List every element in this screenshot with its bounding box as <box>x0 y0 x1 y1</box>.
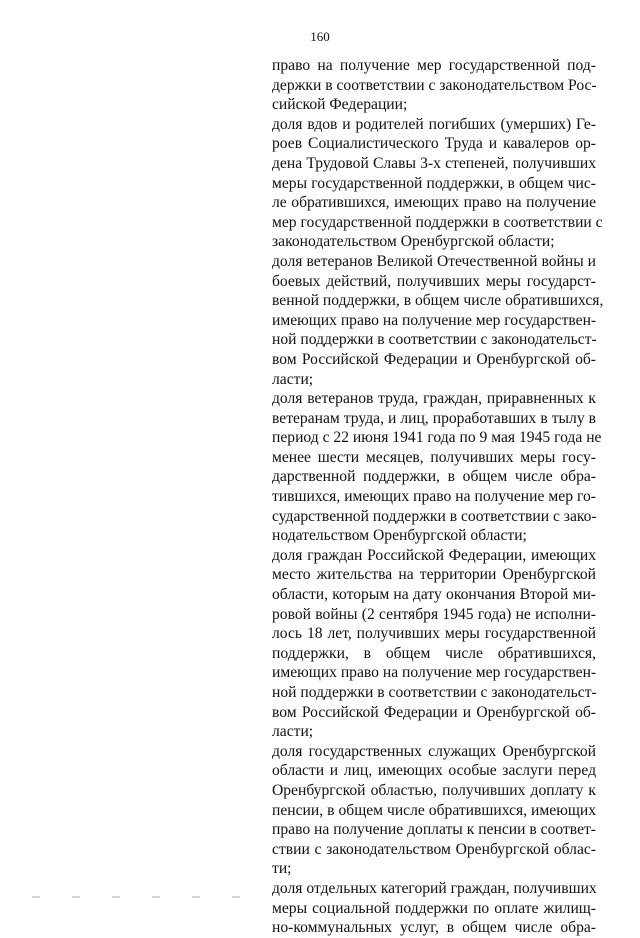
paragraph <box>272 115 603 252</box>
text-line: доля отдельных категорий граждан, получивших <box>272 879 597 897</box>
text-line: ласти; <box>272 723 314 741</box>
text-line: поддержки, в общем числе обратившихся, <box>272 644 596 662</box>
text-line: ле обратившихся, имеющих право на получение <box>272 194 596 212</box>
text-line: ровой войны (2 сентября 1945 года) не исполни- <box>272 605 596 623</box>
text-line: венной поддержки, в общем числе обратившихся, <box>272 292 604 310</box>
text-line: место жительства на территории Оренбургской <box>272 566 596 584</box>
text-line: доля ветеранов труда, граждан, приравненных к <box>272 390 596 408</box>
text-line: нодательством Оренбургской области; <box>272 527 527 545</box>
paragraph <box>272 56 596 115</box>
text-line: право на получение доплаты к пенсии в соответ- <box>272 821 596 839</box>
text-line: боевых действий, получивших меры государст- <box>272 272 596 290</box>
text-line: меры социальной поддержки по оплате жилищ- <box>272 899 596 917</box>
scan-artifact <box>32 896 252 898</box>
text-line: вом Российской Федерации и Оренбургской об- <box>272 350 596 368</box>
text-line: имеющих право на получение мер государствен- <box>272 311 597 329</box>
text-line: ветеранам труда, и лиц, проработавших в тылу в <box>272 409 596 427</box>
text-line: дарственной поддержки, в общем числе обра- <box>272 468 596 486</box>
text-line: ласти; <box>272 370 314 388</box>
paragraph <box>272 742 596 879</box>
text-line: пенсии, в общем числе обратившихся, имеющих <box>272 801 596 819</box>
paragraph <box>272 546 596 742</box>
text-line: мер государственной поддержки в соответствии с <box>272 213 603 231</box>
text-line: сударственной поддержки в соответствии с зако- <box>272 507 597 525</box>
text-line: лось 18 лет, получивших меры государственной <box>272 625 596 643</box>
text-line: ной поддержки в соответствии с законодательст- <box>272 331 597 349</box>
text-line: имеющих право на получение мер государствен- <box>272 664 597 682</box>
page-number: 160 <box>310 29 330 44</box>
text-line: вом Российской Федерации и Оренбургской об- <box>272 703 596 721</box>
text-line: ти; <box>272 860 292 878</box>
text-line: доля государственных служащих Оренбургской <box>272 742 596 760</box>
text-line: Оренбургской областью, получивших доплату к <box>272 781 596 799</box>
text-line: законодательством Оренбургской области; <box>272 233 555 251</box>
text-line: право на получение мер государственной под- <box>272 57 596 74</box>
text-line: доля вдов и родителей погибших (умерших) Ге- <box>272 115 596 133</box>
text-line: дена Трудовой Славы 3-х степеней, получивших <box>272 154 596 172</box>
text-line: сийской Федерации; <box>272 96 408 114</box>
paragraph <box>272 252 604 389</box>
text-line: тившихся, имеющих право на получение мер го- <box>272 488 596 506</box>
text-line: держки в соответствии с законодательством Рос- <box>272 76 597 94</box>
text-line: меры государственной поддержки, в общем чис- <box>272 174 596 192</box>
text-line: доля граждан Российской Федерации, имеющих <box>272 546 596 564</box>
text-line: период с 22 июня 1941 года по 9 мая 1945 года не <box>272 429 602 447</box>
text-line: роев Социалистического Труда и кавалеров ор- <box>272 135 596 153</box>
text-line: области и лиц, имеющих особые заслуги перед <box>272 762 596 780</box>
text-line: ствии с законодательством Оренбургской облас- <box>272 840 596 858</box>
text-line: менее шести месяцев, получивших меры госу- <box>272 448 596 466</box>
text-line: но-коммунальных услуг, в общем числе обра- <box>272 919 596 937</box>
text-line: ной поддержки в соответствии с законодательст- <box>272 684 597 701</box>
text-line: области, которым на дату окончания Второй ми- <box>272 586 596 604</box>
paragraph <box>272 389 602 546</box>
paragraph <box>272 879 596 938</box>
text-line: доля ветеранов Великой Отечественной войны и <box>272 252 596 270</box>
text-column <box>272 56 604 938</box>
